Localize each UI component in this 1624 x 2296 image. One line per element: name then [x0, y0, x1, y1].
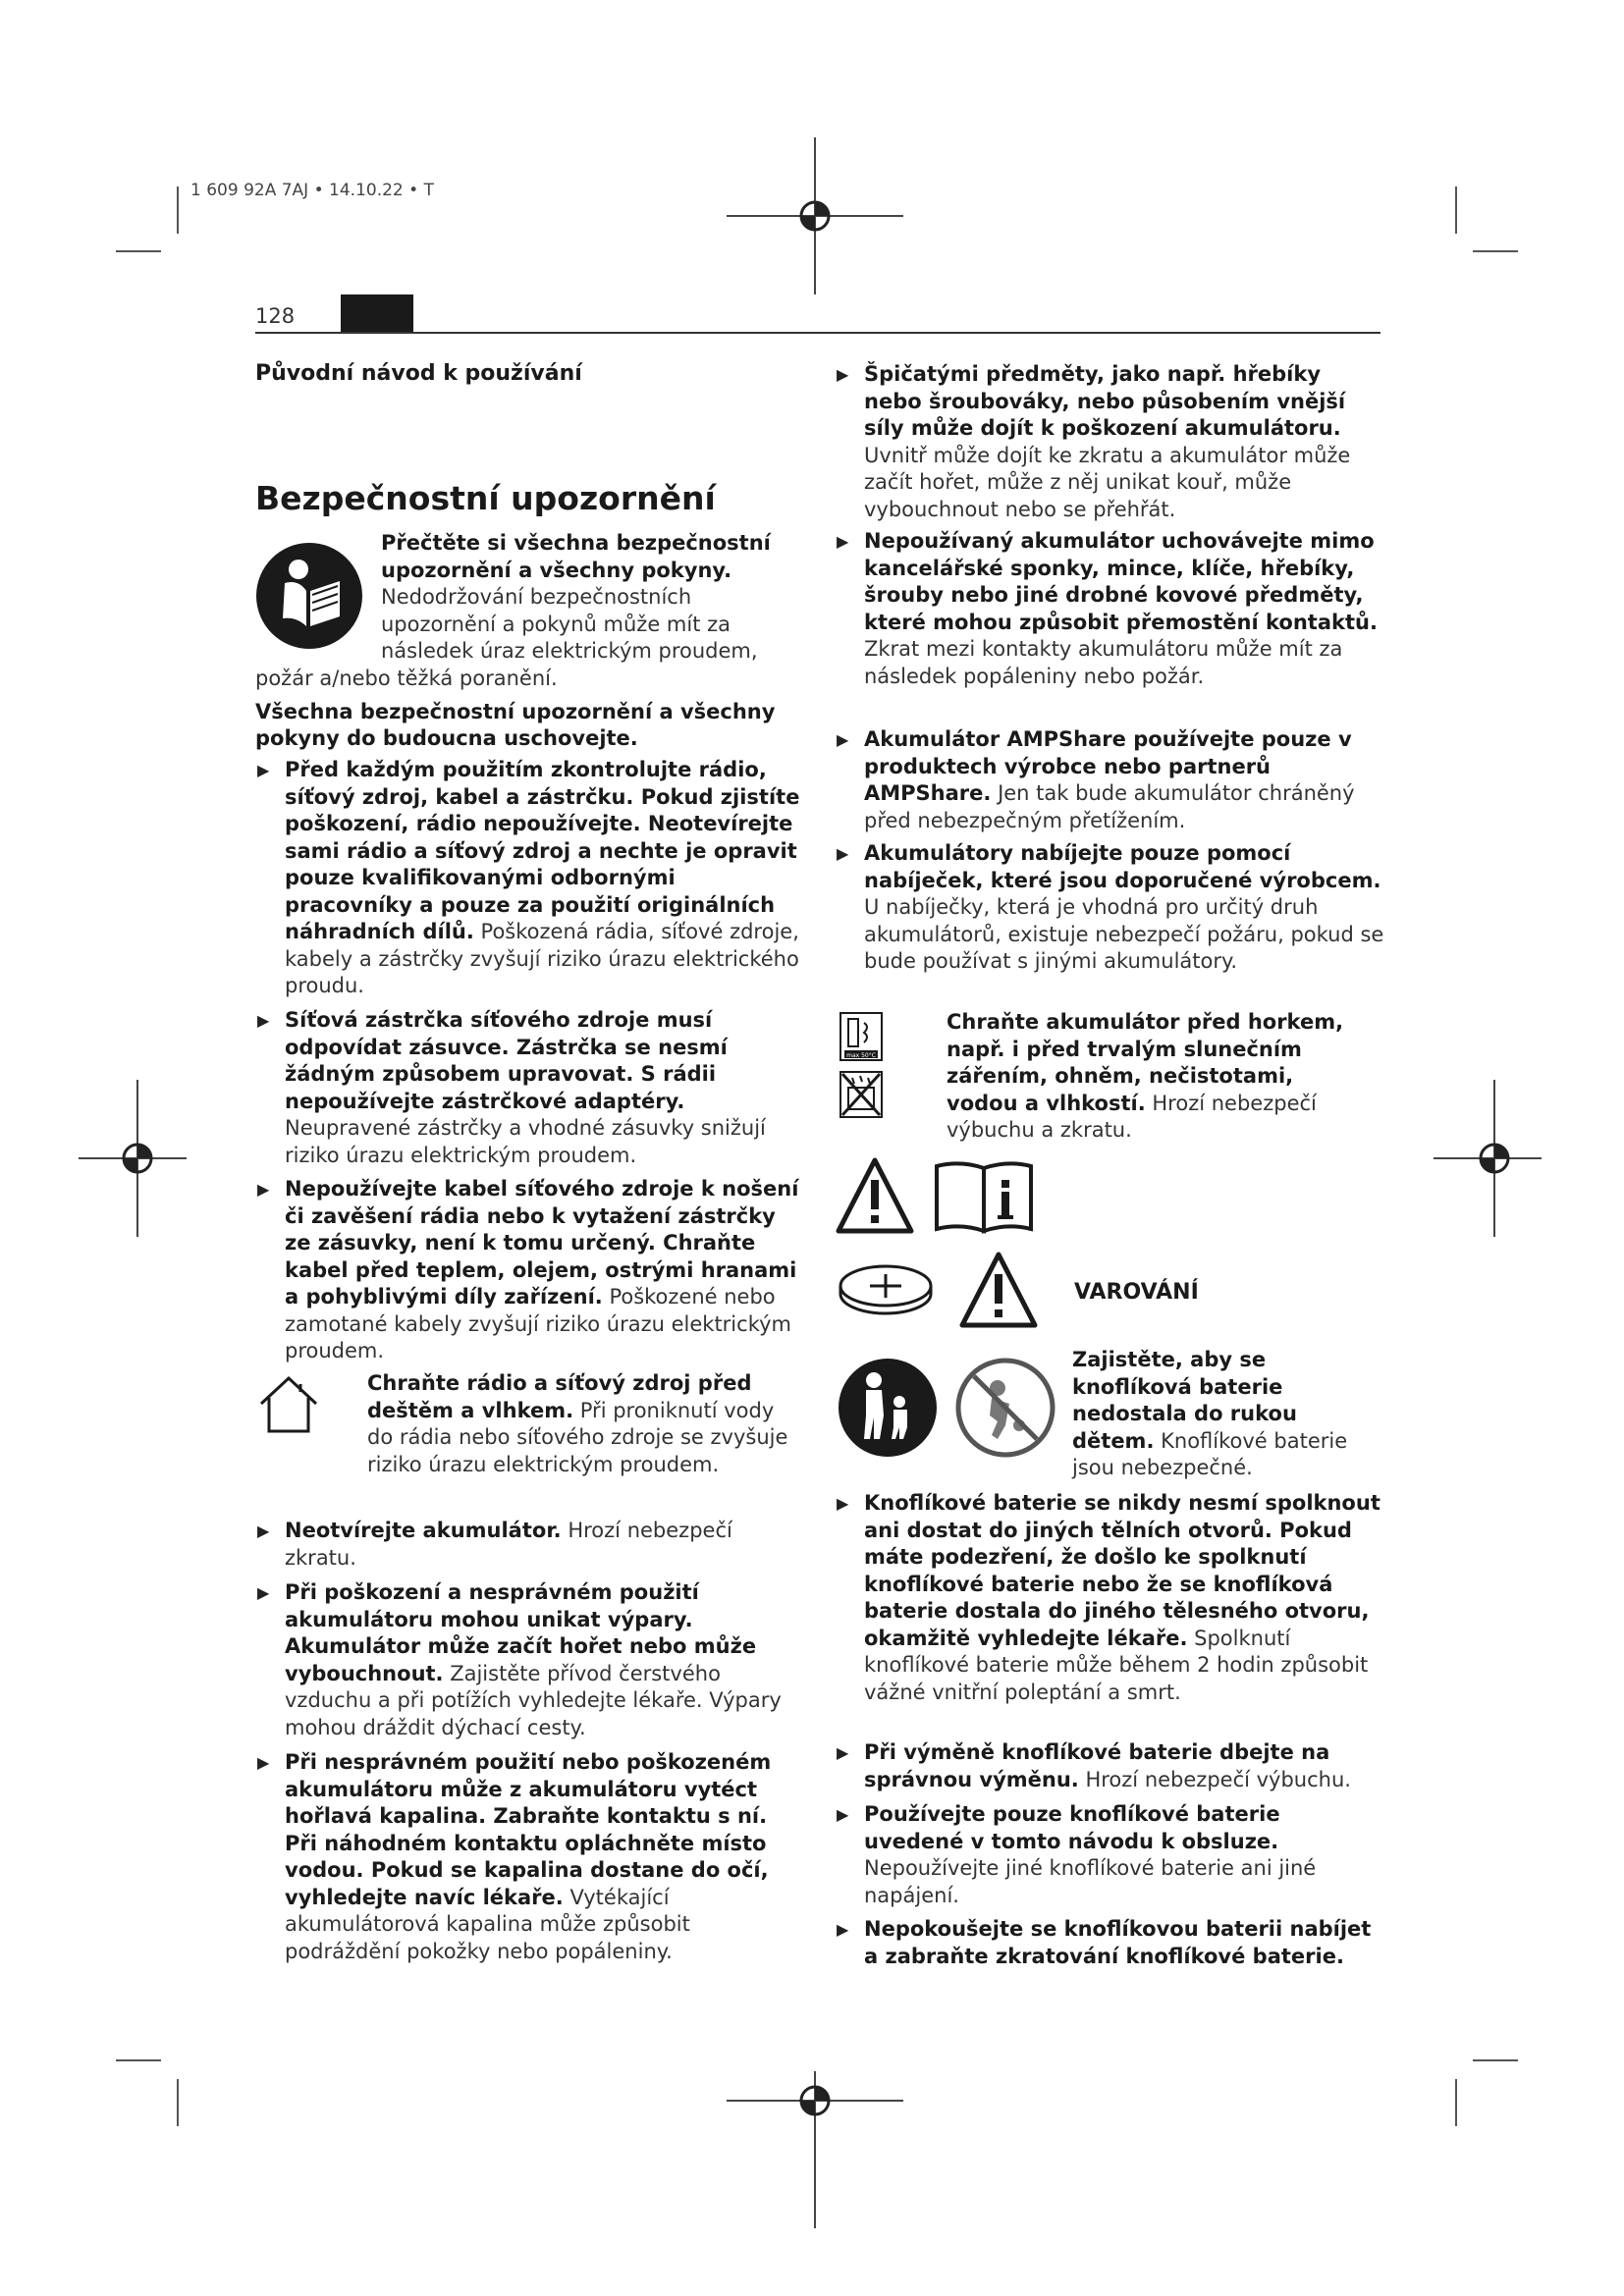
bullet-icon: ▶ [257, 1583, 270, 1602]
registration-mark-icon [727, 137, 903, 294]
read-manual-book-icon [933, 1158, 1035, 1235]
intro-block [381, 530, 793, 666]
crop-mark [1473, 250, 1518, 252]
heat-note: Chraňte akumulátor před horkem, např. i před trvalým slunečním zářením, ohněm, nečistotami, vodou a vlhkostí. Hrozí nebezpečí výbuchu a zkratu. [947, 1010, 1344, 1142]
bullet-icon: ▶ [257, 1180, 270, 1199]
no-water-icon [839, 1070, 884, 1119]
button-cell-note: Zajistěte, aby se knoflíková baterie nedostala do rukou dětem. Knoflíkové baterie jsou nebezpečné. [1072, 1348, 1348, 1479]
list-item: Nepokoušejte se knoflíkovou baterii nabíjet a zabraňte zkratování knoflíkové baterie. [864, 1917, 1372, 1968]
list-item: Špičatými předměty, jako např. hřebíky nebo šroubováky, nebo působením vnější síly může dojít k poškození akumulátoru. Uvnitř může dojít ke zkratu a akumulátor může začít hořet, může z něj unikat kouř, může vybouchnout nebo se přehřát. [864, 362, 1351, 521]
read-manual-icon [255, 542, 363, 650]
list-item: Knoflíkové baterie se nikdy nesmí spolknout ani dostat do jiných tělních otvorů. Pokud máte podezření, že došlo ke spolknutí knoflíkové baterie nebo že se knoflíková baterie dostala do jiného tělesného otvoru, okamžitě vyhledejte lékaře. Spolknutí knoflíkové baterie může během 2 hodin způsobit vážné vnitřní poleptání a smrt. [864, 1491, 1380, 1704]
bullet-icon: ▶ [837, 844, 849, 863]
crop-mark [1455, 2079, 1457, 2126]
no-child-swallow-icon [954, 1357, 1056, 1459]
bullet-icon: ▶ [257, 1522, 270, 1540]
indoor-use-house-icon [257, 1374, 320, 1435]
registration-mark-icon [79, 1080, 187, 1237]
keep-instructions: Všechna bezpečnostní upozornění a všechny pokyny do budoucna uschovejte. [255, 699, 776, 750]
intro-bold: Přečtěte si všechna bezpečnostní upozornění a všechny pokyny. [381, 531, 771, 582]
warning-triangle-icon [958, 1251, 1039, 1329]
bullet-icon: ▶ [837, 730, 849, 749]
crop-mark [1455, 187, 1457, 234]
bullet-icon: ▶ [257, 1753, 270, 1772]
list-item: Používejte pouze knoflíkové baterie uvedené v tomto návodu k obsluze. Nepoužívejte jiné knoflíkové baterie ani jiné napájení. [864, 1802, 1317, 1907]
list-item: Nepoužívejte kabel síťového zdroje k nošení či zavěšení rádia nebo k vytažení zástrčky ze zásuvky, není k tomu určený. Chraňte kabel před teplem, olejem, ostrými hranami a pohyblivými díly zařízení. Poškozené nebo zamotané kabely zvyšují riziko úrazu elektrickým proudem. [285, 1177, 799, 1362]
section-heading: Bezpečnostní upozornění [255, 479, 716, 517]
list-item: Neotvírejte akumulátor. Hrozí nebezpečí zkratu. [285, 1519, 732, 1570]
warning-label: VAROVÁNÍ [1074, 1280, 1199, 1305]
crop-mark [116, 2059, 161, 2061]
document-subtitle: Původní návod k používání [255, 361, 582, 386]
crop-mark [116, 250, 161, 252]
list-item: Síťová zástrčka síťového zdroje musí odpovídat zásuvce. Zástrčka se nesmí žádným způsobem upravovat. S rádii nepoužívejte zástrčkové adaptéry. Neupravené zástrčky a vhodné zásuvky snižují riziko úrazu elektrickým proudem. [285, 1008, 766, 1167]
list-item: Před každým použitím zkontrolujte rádio, síťový zdroj, kabel a zástrčku. Pokud zjistíte poškození, rádio nepoužívejte. Neotevírejte sami rádio a síťový zdroj a nechte je opravit pouze kvalifikovanými odbornými pracovníky a pouze za použití originálních náhradních dílů. Poškozená rádia, síťové zdroje, kabely a zástrčky zvyšují riziko úrazu elektrického proudu. [285, 758, 800, 997]
list-item: Nepoužívaný akumulátor uchovávejte mimo kancelářské sponky, mince, klíče, hřebíky, šrouby nebo jiné drobné kovové předměty, které mohou způsobit přemostění kontaktů. Zkrat mezi kontakty akumulátoru může mít za následek popáleniny nebo požár. [864, 529, 1378, 688]
bullet-icon: ▶ [257, 761, 270, 779]
rain-note: Chraňte rádio a síťový zdroj před deštěm a vlhkem. Při proniknutí vody do rádia nebo síťového zdroje se zvyšuje riziko úrazu elektrickým proudem. [367, 1371, 788, 1476]
registration-mark-icon [727, 2071, 903, 2228]
warning-triangle-icon [835, 1156, 915, 1235]
print-code: 1 609 92A 7AJ • 14.10.22 • T [190, 181, 434, 200]
crop-mark [1473, 2059, 1518, 2061]
header-divider [255, 332, 1380, 334]
keep-away-children-icon [837, 1357, 939, 1459]
intro-normal-end: požár a/nebo těžká poranění. [255, 667, 558, 690]
svg-text:max 50°C: max 50°C [846, 1052, 876, 1059]
list-item: Akumulátor AMPShare používejte pouze v produktech výrobce nebo partnerů AMPShare. Jen tak bude akumulátor chráněný před nebezpečným přetížením. [864, 727, 1355, 832]
bullet-icon: ▶ [837, 1920, 849, 1939]
registration-mark-icon [1434, 1080, 1542, 1237]
crop-mark [177, 2079, 179, 2126]
bullet-icon: ▶ [837, 365, 849, 384]
button-cell-battery-icon [837, 1260, 935, 1317]
list-item: Při nesprávném použití nebo poškozeném akumulátoru může z akumulátoru vytéct hořlavá kapalina. Zabraňte kontaktu s ní. Při náhodném kontaktu opláchněte místo vodou. Pokud se kapalina dostane do očí, vyhledejte navíc lékaře. Vytékající akumulátorová kapalina může způsobit podráždění pokožky nebo popáleniny. [285, 1750, 772, 1963]
intro-continued [255, 666, 805, 753]
list-item: Při výměně knoflíkové baterie dbejte na správnou výměnu. Hrozí nebezpečí výbuchu. [864, 1740, 1351, 1791]
bullet-icon: ▶ [837, 1805, 849, 1824]
crop-mark [177, 187, 179, 234]
page-number: 128 [255, 304, 296, 328]
language-tab-block [341, 294, 413, 332]
list-item: Akumulátory nabíjejte pouze pomocí nabíječek, které jsou doporučené výrobcem. U nabíječky, která je vhodná pro určitý druh akumulátorů, existuje nebezpečí požáru, pokud se bude používat s jinými akumulátory. [864, 841, 1384, 973]
intro-normal: Nedodržování bezpečnostních upozornění a pokynů může mít za následek úraz elektrickým proudem, [381, 585, 758, 663]
bullet-icon: ▶ [837, 532, 849, 551]
bullet-icon: ▶ [837, 1743, 849, 1762]
bullet-icon: ▶ [257, 1011, 270, 1030]
list-item: Při poškození a nesprávném použití akumulátoru mohou unikat výpary. Akumulátor může začít hořet nebo může vybouchnout. Zajistěte přívod čerstvého vzduchu a při potížích vyhledejte lékaře. Výpary mohou dráždit dýchací cesty. [285, 1580, 782, 1739]
bullet-icon: ▶ [837, 1494, 849, 1513]
max-temperature-icon [839, 1011, 884, 1062]
